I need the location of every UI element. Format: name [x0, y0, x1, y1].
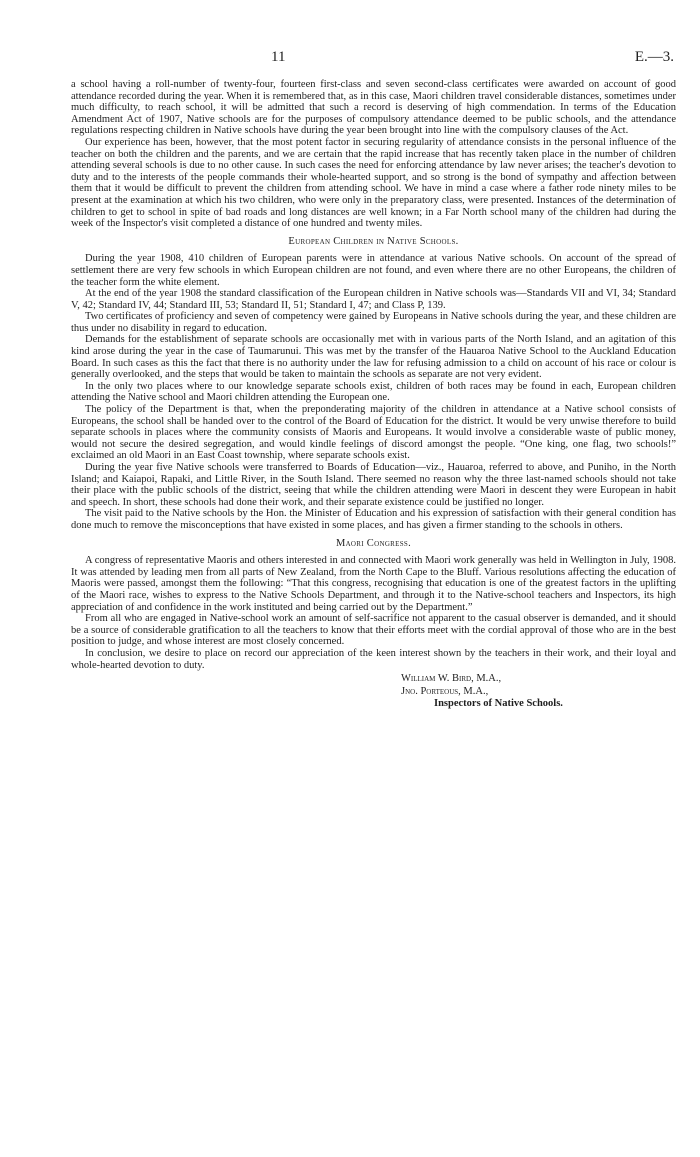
paragraph: From all who are engaged in Native-school work an amount of self-sacrifice not apparent to the casual observer is demanded, and it should be a source of considerable gratification to all the teachers to know that their efforts meet with the cordial approval of those who are in the best position to judge, and whose interest are most closely concerned. — [71, 613, 676, 648]
signatory-name: William W. Bird, M.A., — [401, 673, 502, 685]
paragraph: The policy of the Department is that, when the preponderating majority of the children in attendance at a Native school consists of Europeans, the school shall be handed over to the control of the Board of Education for the district. It would be very unwise therefore to build separate schools in places where the community consists of Maoris and Europeans. It would involve a considerable waste of public money, would not secure the desired segregation, and would kindle feelings of discord amongst the people. “One king, one flag, two schools!” exclaimed an old Maori in an East Coast township, where separate schools exist. — [71, 404, 676, 462]
paragraph: The visit paid to the Native schools by the Hon. the Minister of Education and his expression of satisfaction with their general condition has done much to remove the misconceptions that have existed in some places, and has given a firmer standing to the schools in others. — [71, 508, 676, 531]
paragraph: During the year 1908, 410 children of European parents were in attendance at various Native schools. On account of the spread of settlement there are very few schools in which European children are not found, and even where there are no other Europeans, the children of the teacher form the white element. — [71, 253, 676, 288]
signatory-name: Jno. Porteous, M.A., — [401, 685, 489, 697]
signature-block — [71, 673, 676, 710]
paragraph: a school having a roll-number of twenty-four, fourteen first-class and seven second-class certificates were awarded on account of good attendance recorded during the year. When it is remembered that, as in this case, Maori children travel considerable distances, sometimes under much difficulty, to reach school, it will be admitted that such a record is deserving of high commendation. In terms of the Education Amendment Act of 1907, Native schools are for the purposes of compulsory attendance deemed to be public schools, and the attendance regulations respecting children in Native schools have during the year been brought into line with the compulsory clauses of the Act. — [71, 79, 676, 137]
section-heading-maori-congress: Maori Congress. — [335, 537, 412, 549]
paragraph: In conclusion, we desire to place on record our appreciation of the keen interest shown by the teachers in their work, and their loyal and whole-hearted devotion to duty. — [71, 647, 676, 671]
paragraph: Demands for the establishment of separate schools are occasionally met with in various parts of the North Island, and an agitation of this kind arose during the year in the case of Taumarunui. This was met by the transfer of the Hauaroa Native School to the Auckland Education Board. In such cases as this the fact that there is no authority under the law for refusing admission to a child on account of his race or colour is generally overlooked, and the steps that would be taken to maintain the schools as separate are not very evident. — [71, 334, 676, 381]
paragraph: Two certificates of proficiency and seven of competency were gained by Europeans in Native schools during the year, and these children are thus under no disability in regard to education. — [71, 311, 676, 334]
document-reference: E.—3. — [634, 49, 674, 65]
signatory-title: Inspectors of Native Schools. — [434, 697, 563, 709]
paragraph: Our experience has been, however, that the most potent factor in securing regularity of attendance consists in the personal influence of the teacher on both the children and the parents, and we are certain that the rapid increase that has recently taken place in the number of children attending several schools is due to no other cause. In such cases the need for enforcing attendance by law never arises; the teacher's devotion to duty and to the interests of the people commands their whole-hearted support, and so strong is the bond of sympathy and affection between them that it would be difficult to prevent the children from attending school. We have in mind a case where a father rode ninety miles to be present at the examination at which his two children, who were only in the preparatory class, were presented. Instances of the determination of children to get to school in spite of bad roads and long distances are well known; in a Far North school many of the children had during the week of the Inspector's visit completed a distance of one hundred and twenty miles. — [71, 136, 676, 230]
paragraph: A congress of representative Maoris and others interested in and connected with Maori work generally was held in Wellington in July, 1908. It was attended by leading men from all parts of New Zealand, from the North Cape to the Bluff. Various resolutions affecting the education of Maoris were passed, amongst them the following: “That this congress, recognising that education is one of the greatest factors in the uplifting of the Maori race, wishes to express to the Native Schools Department, and through it to the Native-school teachers and Inspectors, its high appreciation of and confidence in the work instituted and being carried out by the Department.” — [71, 555, 676, 613]
paragraph: During the year five Native schools were transferred to Boards of Education—viz., Hauaroa, referred to above, and Puniho, in the North Island; and Kaiapoi, Rapaki, and Little River, in the South Island. There seemed no reason why the three last-named schools should not take their place with the public schools of the district, seeing that while the children attending were Maori in descent they were European in habit and speech. In short, these schools had done their work, and their separate existence could be justified no longer. — [71, 462, 676, 508]
paragraph: In the only two places where to our knowledge separate schools exist, children of both races may be found in each, European children attending the Native school and Maori children attending the European one. — [71, 380, 676, 404]
page-number: 11 — [271, 49, 286, 65]
document-body — [71, 79, 676, 710]
section-heading-european-children: European Children in Native Schools. — [288, 235, 459, 247]
paragraph: At the end of the year 1908 the standard classification of the European children in Native schools was—Standards VII and VI, 34; Standard V, 42; Standard IV, 44; Standard III, 53; Standard II, 51; Standard I, 47; and Class P, 139. — [71, 288, 676, 311]
